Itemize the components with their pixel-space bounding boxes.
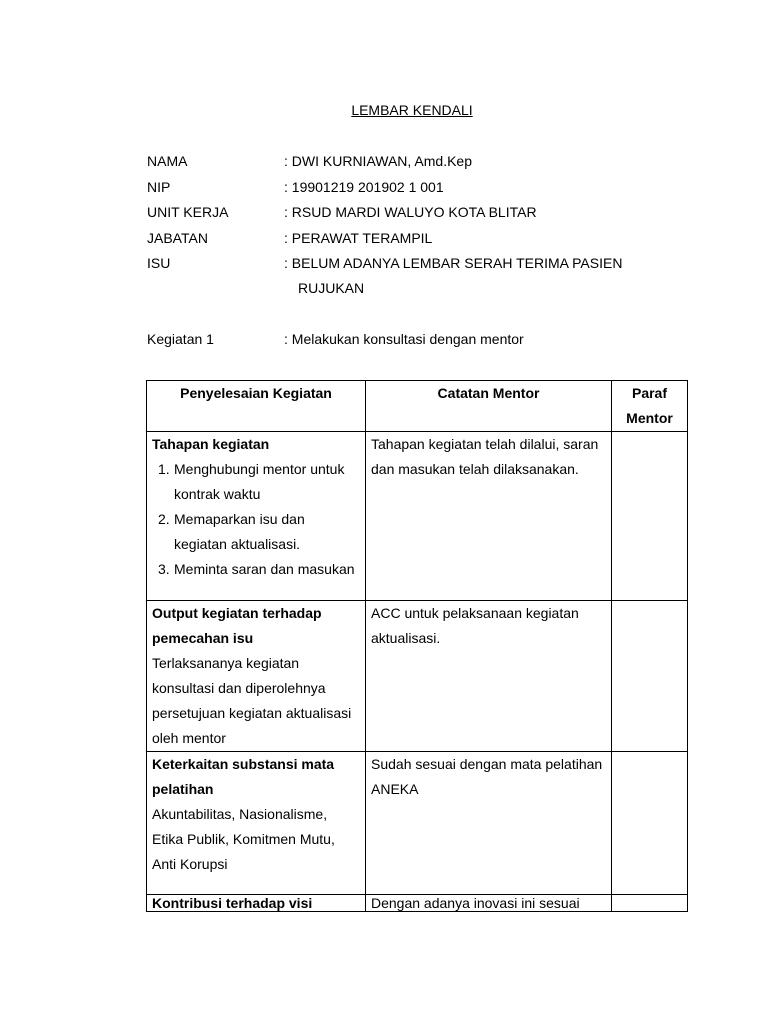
row-4-heading: Kontribusi terhadap visi bbox=[152, 895, 313, 911]
header-catatan: Catatan Mentor bbox=[366, 381, 612, 432]
row-3-heading: Keterkaitan substansi mata pelatihan bbox=[152, 756, 335, 797]
row-1-paraf-cell bbox=[612, 432, 688, 601]
field-label-isu: ISU bbox=[147, 255, 171, 271]
field-value-nip: : 19901219 201902 1 001 bbox=[284, 179, 444, 195]
field-value-isu: : BELUM ADANYA LEMBAR SERAH TERIMA PASIEN bbox=[284, 255, 623, 271]
list-item: 3. Meminta saran dan masukan bbox=[158, 561, 355, 577]
table-row bbox=[147, 895, 688, 912]
row-2-paraf-cell bbox=[612, 601, 688, 752]
row-4-note-cell: Dengan adanya inovasi ini sesuai bbox=[366, 895, 612, 912]
list-item: 1. Menghubungi mentor untuk kontrak waktu bbox=[158, 461, 345, 502]
row-3-body: Akuntabilitas, Nasionalisme, Etika Publik, Komitmen Mutu, Anti Korupsi bbox=[152, 806, 335, 872]
field-label-unit-kerja: UNIT KERJA bbox=[147, 204, 229, 220]
header-paraf: Paraf Mentor bbox=[612, 381, 688, 432]
row-3-note-cell: Sudah sesuai dengan mata pelatihan ANEKA bbox=[366, 752, 612, 895]
row-1-activity-cell bbox=[147, 432, 366, 601]
row-2-heading: Output kegiatan terhadap pemecahan isu bbox=[152, 605, 322, 646]
table-row bbox=[147, 601, 688, 752]
table-header-row bbox=[147, 381, 688, 432]
field-value-isu-continued: RUJUKAN bbox=[298, 280, 365, 296]
document-title: LEMBAR KENDALI bbox=[351, 102, 473, 118]
row-2-note-cell: ACC untuk pelaksanaan kegiatan aktualisasi. bbox=[366, 601, 612, 752]
row-1-heading: Tahapan kegiatan bbox=[152, 436, 270, 452]
activity-value: : Melakukan konsultasi dengan mentor bbox=[284, 331, 524, 347]
header-penyelesaian: Penyelesaian Kegiatan bbox=[147, 381, 366, 432]
activity-label: Kegiatan 1 bbox=[147, 331, 214, 347]
row-2-activity-cell bbox=[147, 601, 366, 752]
table-row bbox=[147, 752, 688, 895]
row-3-activity-cell bbox=[147, 752, 366, 895]
field-value-jabatan: : PERAWAT TERAMPIL bbox=[284, 230, 433, 246]
field-label-nip: NIP bbox=[147, 179, 171, 195]
row-4-activity-cell bbox=[147, 895, 366, 912]
steps-list bbox=[152, 457, 360, 582]
field-value-nama: : DWI KURNIAWAN, Amd.Kep bbox=[284, 153, 472, 169]
field-value-unit-kerja: : RSUD MARDI WALUYO KOTA BLITAR bbox=[284, 204, 537, 220]
table-row bbox=[147, 432, 688, 601]
field-label-nama: NAMA bbox=[147, 153, 188, 169]
list-item: 2. Memaparkan isu dan kegiatan aktualisasi. bbox=[158, 511, 305, 552]
row-1-note-cell: Tahapan kegiatan telah dilalui, saran dan masukan telah dilaksanakan. bbox=[366, 432, 612, 601]
row-2-body: Terlaksananya kegiatan konsultasi dan diperolehnya persetujuan kegiatan aktualisasi oleh mentor bbox=[152, 655, 352, 746]
row-3-paraf-cell bbox=[612, 752, 688, 895]
control-table bbox=[146, 380, 688, 912]
row-4-paraf-cell bbox=[612, 895, 688, 912]
field-label-jabatan: JABATAN bbox=[147, 230, 208, 246]
